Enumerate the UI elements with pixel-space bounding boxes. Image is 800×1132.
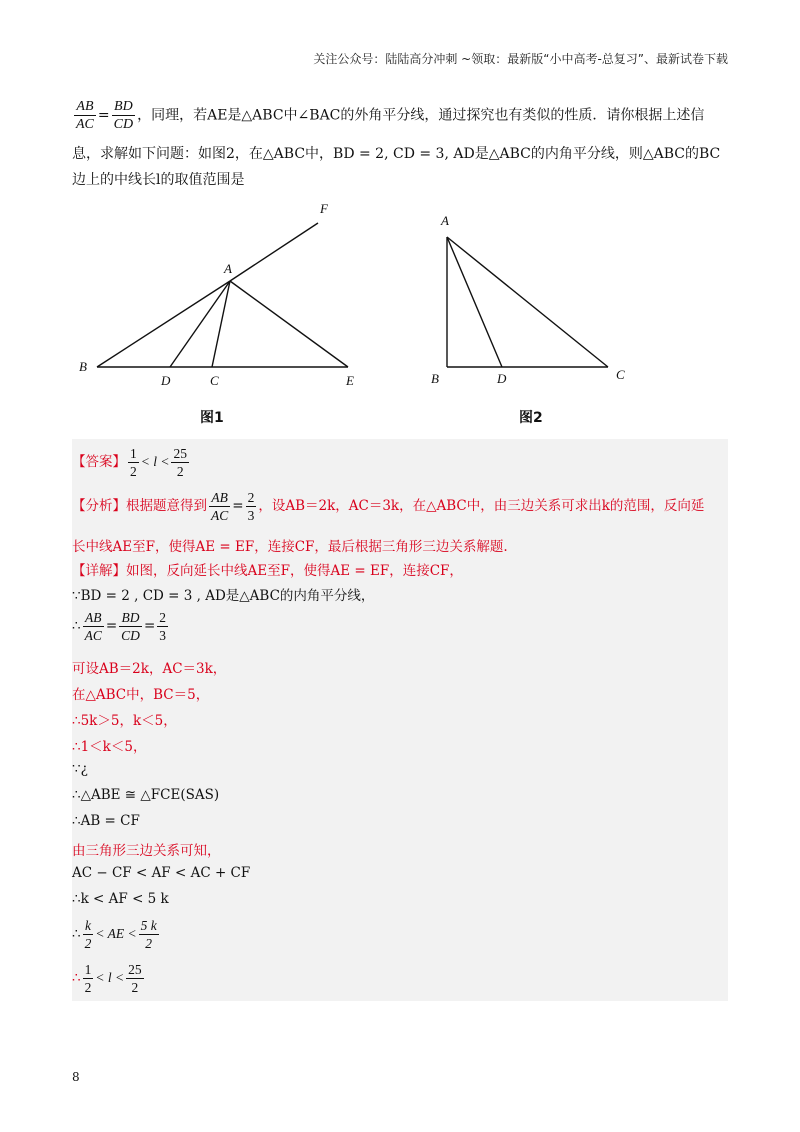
figure1-caption: 图1 xyxy=(200,410,224,426)
detail-line-1: 【详解】如图，反向延长中线AE至F，使得AE = EF，连接CF， xyxy=(72,563,463,579)
problem-line-2: 息，求解如下问题：如图2，在△ABC中，BD = 2, CD = 3, AD是△ABC的内角平分线，则△ABC的BC xyxy=(72,146,721,162)
step-7: ∵¿ xyxy=(72,761,88,777)
fig1-label-c: C xyxy=(210,373,219,388)
fig1-label-b: B xyxy=(79,359,87,374)
fig2-label-d: D xyxy=(497,371,507,386)
figures xyxy=(60,195,760,435)
solution-panel xyxy=(72,439,728,1001)
geometry-figures xyxy=(60,195,760,435)
step-14: ∴ $\frac{1}{2}$ < l < $\frac{25}{2}$ xyxy=(72,962,142,995)
step-5: ∴5k＞5，k＜5， xyxy=(72,713,177,729)
step-6: ∴1＜k＜5， xyxy=(72,739,147,755)
fig2-label-a: A xyxy=(441,213,449,228)
fig1-label-e: E xyxy=(346,373,354,388)
step-2: ∴ $\frac{AB}{AC}$ = $\frac{BD}{CD}$ = $\frac{2}{3}$ xyxy=(72,610,166,643)
step-3: 可设AB＝2k，AC＝3k， xyxy=(72,661,227,677)
fig1-line-ae xyxy=(230,281,348,367)
step-12: ∴k < AF < 5 k xyxy=(72,891,169,907)
fig1-line-af xyxy=(230,223,318,281)
analysis-line-1: 【分析】根据题意得到 $\frac{AB}{AC}$ = $\frac{2}{3}$ ，设AB＝2k，AC＝3k，在△ABC中，由三边关系可求出k的范围，反向延 xyxy=(72,490,705,523)
figure2-caption: 图2 xyxy=(519,410,543,426)
fig2-line-ad xyxy=(447,237,502,367)
fig2-line-ac xyxy=(447,237,608,367)
ratio-ab-ac: $\frac{AB}{AC}$ xyxy=(76,99,94,132)
ratio-bd-cd: $\frac{BD}{CD}$ xyxy=(113,99,134,132)
problem-line-3: 边上的中线长l的取值范围是 xyxy=(72,172,245,188)
fig1-line-ab xyxy=(97,281,230,367)
problem-line-1: $\frac{AB}{AC}$ = $\frac{BD}{CD}$ ，同理，若AE是△ABC中∠BAC的外角平分线，通过探究也有类似的性质．请你根据上述信 xyxy=(76,99,705,132)
answer-line: 【答案】 $\frac{1}{2}$ < l < $\frac{25}{2}$ xyxy=(72,446,187,479)
step-1: ∵BD = 2 , CD = 3 , AD是△ABC的内角平分线， xyxy=(72,588,375,604)
page-header: 关注公众号：陆陆高分冲刺 ~领取：最新版“小中高考-总复习”、最新试卷下载 xyxy=(313,52,728,66)
step-9: ∴AB = CF xyxy=(72,813,140,829)
step-10: 由三角形三边关系可知， xyxy=(72,843,221,859)
step-13: ∴ $\frac{k}{2}$ < AE < $\frac{5 k}{2}$ xyxy=(72,918,157,951)
step-4: 在△ABC中，BC＝5， xyxy=(72,687,210,703)
analysis-line-2: 长中线AE至F，使得AE = EF，连接CF，最后根据三角形三边关系解题. xyxy=(72,539,508,555)
fig2-label-c: C xyxy=(616,367,625,382)
fig1-label-a: A xyxy=(224,261,232,276)
fig1-label-f: F xyxy=(320,201,328,216)
fig1-label-d: D xyxy=(161,373,171,388)
page-number: 8 xyxy=(72,1070,80,1084)
fig2-label-b: B xyxy=(431,371,439,386)
step-11: AC − CF < AF < AC + CF xyxy=(72,865,251,881)
step-8: ∴△ABE ≅ △FCE(SAS) xyxy=(72,787,220,803)
